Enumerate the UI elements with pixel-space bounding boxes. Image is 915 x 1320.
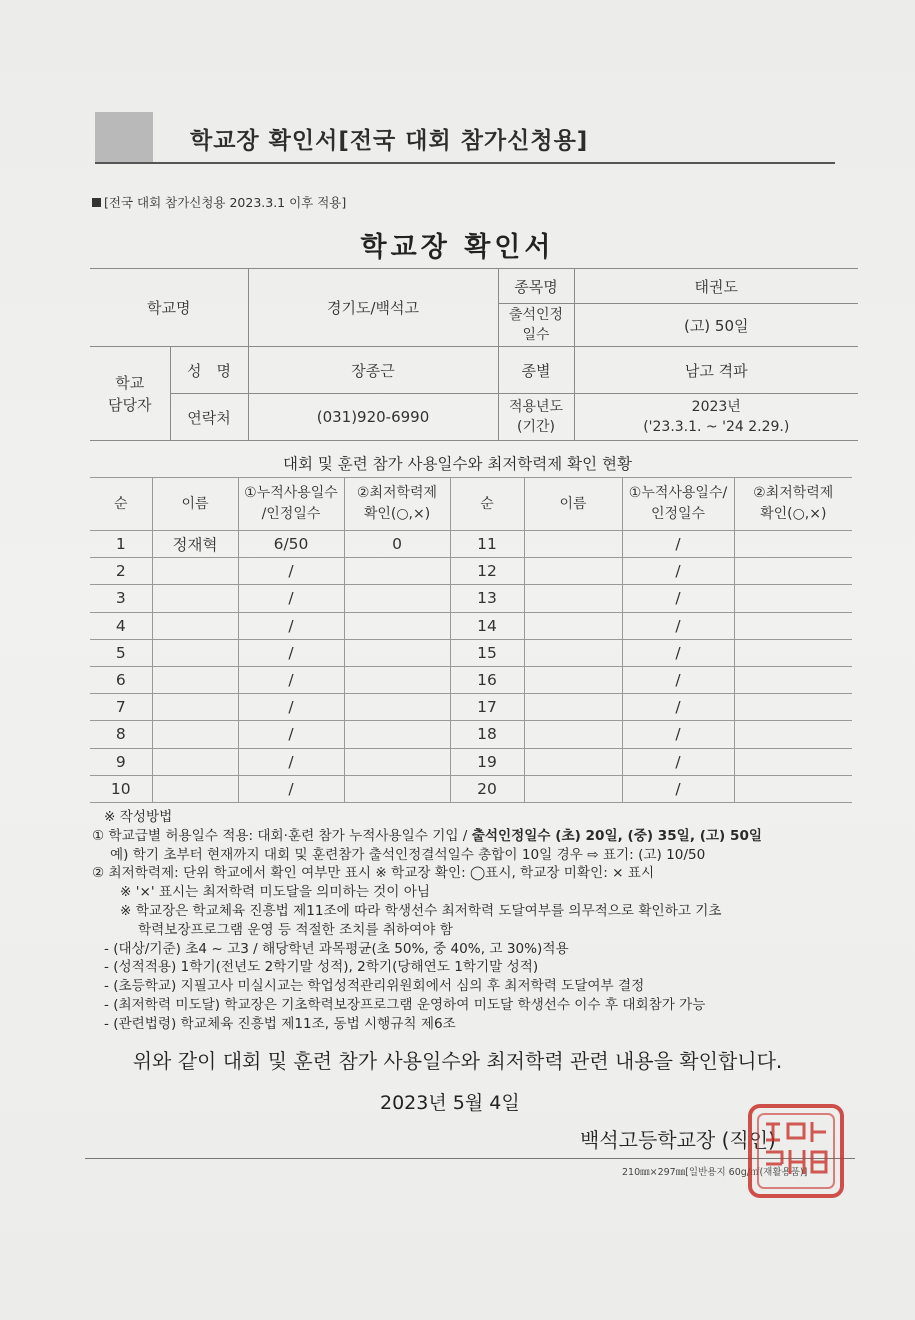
table-row (90, 585, 852, 612)
attendance-label-line2: 일수 (522, 327, 550, 343)
table-row (90, 531, 852, 558)
attendance-label (498, 304, 574, 347)
instruction-line: ※ 학교장은 학교체육 진흥법 제11조에 따라 학생선수 최저학력 도달여부를 의무적으로 확인하고 기초 (120, 902, 722, 919)
min-cell (734, 666, 852, 693)
attendance-value: (고) 50일 (574, 304, 858, 347)
header-days-right-line1: ①누적사용일수/ (628, 485, 728, 501)
header-days-left-line1: ①누적사용일수 (244, 485, 338, 501)
applicability-note-text: [전국 대회 참가신청용 2023.3.1 이후 적용] (104, 195, 347, 210)
row-number: 10 (90, 775, 152, 802)
document-title: 학교장 확인서 (360, 232, 555, 263)
row-number: 16 (450, 666, 524, 693)
student-name (152, 775, 238, 802)
min-cell (344, 694, 450, 721)
header-name-left: 이름 (152, 478, 238, 531)
min-cell (344, 721, 450, 748)
header-days-left-line2: /인정일수 (261, 506, 321, 522)
year-label (498, 394, 574, 441)
student-name (524, 666, 622, 693)
student-name (152, 585, 238, 612)
days-cell: / (622, 612, 734, 639)
usage-table (90, 477, 852, 803)
days-cell: / (238, 721, 344, 748)
days-cell: 6/50 (238, 531, 344, 558)
days-cell: / (238, 639, 344, 666)
table-row (90, 666, 852, 693)
student-name (152, 612, 238, 639)
header-min-right (734, 478, 852, 531)
min-cell (344, 775, 450, 802)
header-min-left-line2: 확인(○,×) (363, 506, 431, 522)
official-seal-icon (740, 1100, 852, 1200)
days-cell: / (622, 694, 734, 721)
min-cell (344, 585, 450, 612)
manager-label-line2: 담당자 (108, 395, 152, 414)
student-name (524, 531, 622, 558)
student-name (524, 612, 622, 639)
min-cell (734, 721, 852, 748)
instruction-line: ② 최저학력제: 단위 학교에서 확인 여부만 표시 ※ 학교장 확인: ◯표시, 학교장 미확인: × 표시 (92, 865, 655, 882)
category-value: 남고 격파 (574, 347, 858, 394)
row-number: 4 (90, 612, 152, 639)
instruction-line: 학력보장프로그램 운영 등 적절한 조치를 취하여야 함 (138, 921, 453, 938)
header-title: 학교장 확인서[전국 대회 참가신청용] (190, 128, 589, 154)
student-name (524, 748, 622, 775)
header-rule (95, 162, 835, 164)
student-name (524, 694, 622, 721)
square-bullet-icon (92, 198, 101, 207)
student-name (524, 775, 622, 802)
instruction-1-text: ① 학교급별 허용일수 적용: 대회·훈련 참가 누적사용일수 기입 / (92, 827, 472, 844)
event-label: 종목명 (498, 269, 574, 304)
name-value: 장종근 (248, 347, 498, 394)
min-cell (734, 558, 852, 585)
min-cell (734, 748, 852, 775)
paper-spec: 210㎜×297㎜[일반용지 60g/㎡(재활용품)] (622, 1167, 808, 1178)
student-name (152, 666, 238, 693)
attendance-label-line1: 출석인정 (508, 307, 564, 323)
student-name (152, 721, 238, 748)
row-number: 19 (450, 748, 524, 775)
days-cell: / (622, 585, 734, 612)
table-row (90, 558, 852, 585)
school-label: 학교명 (90, 269, 248, 347)
confirmation-statement: 위와 같이 대회 및 훈련 참가 사용일수와 최저학력 관련 내용을 확인합니다. (132, 1049, 783, 1073)
header-min-right-line2: 확인(○,×) (760, 506, 827, 522)
student-name (524, 585, 622, 612)
table-row (90, 694, 852, 721)
header-seq-left: 순 (90, 478, 152, 531)
table-row (90, 775, 852, 802)
student-name (152, 558, 238, 585)
year-value (574, 394, 858, 441)
row-number: 5 (90, 639, 152, 666)
manager-label-line1: 학교 (115, 373, 145, 392)
row-number: 18 (450, 721, 524, 748)
table-row (90, 748, 852, 775)
contact-value: (031)920-6990 (248, 394, 498, 441)
row-number: 1 (90, 531, 152, 558)
min-cell: 0 (344, 531, 450, 558)
category-label: 종별 (498, 347, 574, 394)
instruction-line: - (초등학교) 지필고사 미실시교는 학업성적관리위원회에서 심의 후 최저학력 도달여부 결정 (104, 978, 645, 995)
row-number: 12 (450, 558, 524, 585)
instruction-line: 예) 학기 초부터 현재까지 대회 및 훈련참가 출석인정결석일수 총합이 10일 경우 ⇨ 표기: (고) 10/50 (110, 846, 706, 863)
row-number: 9 (90, 748, 152, 775)
row-number: 8 (90, 721, 152, 748)
row-number: 3 (90, 585, 152, 612)
student-name: 정재혁 (152, 531, 238, 558)
table-row (90, 612, 852, 639)
instruction-line: ※ '×' 표시는 최저학력 미도달을 의미하는 것이 아님 (120, 884, 430, 901)
header-min-left-line1: ②최저학력제 (356, 485, 438, 501)
days-cell: / (238, 666, 344, 693)
student-name (524, 639, 622, 666)
min-cell (734, 639, 852, 666)
min-cell (734, 694, 852, 721)
row-number: 7 (90, 694, 152, 721)
header-min-right-line1: ②최저학력제 (753, 485, 834, 501)
name-label: 성 명 (170, 347, 248, 394)
days-cell: / (622, 639, 734, 666)
student-name (152, 639, 238, 666)
header-days-left (238, 478, 344, 531)
row-number: 6 (90, 666, 152, 693)
row-number: 20 (450, 775, 524, 802)
instruction-line: - (대상/기준) 초4 ~ 고3 / 해당학년 과목평균(초 50%, 중 40%, 고 30%)적용 (104, 940, 569, 957)
year-value-line1: 2023년 (691, 399, 741, 415)
days-cell: / (622, 558, 734, 585)
header-days-right (622, 478, 734, 531)
days-cell: / (622, 721, 734, 748)
writing-instructions (92, 808, 862, 1034)
instruction-line: - (성적적용) 1학기(전년도 2학기말 성적), 2학기(당해연도 1학기말 성적) (104, 959, 539, 976)
days-cell: / (622, 748, 734, 775)
header-seq-right: 순 (450, 478, 524, 531)
year-value-line2: ('23.3.1. ~ '24 2.29.) (643, 419, 790, 435)
row-number: 11 (450, 531, 524, 558)
days-cell: / (238, 694, 344, 721)
min-cell (734, 775, 852, 802)
row-number: 17 (450, 694, 524, 721)
year-label-line2: (기간) (517, 419, 555, 435)
applicability-note (92, 193, 346, 211)
days-cell: / (238, 585, 344, 612)
principal-signature-line: 백석고등학교장 (직인) (580, 1128, 776, 1152)
header-days-right-line2: 인정일수 (650, 506, 706, 522)
header-gray-block (95, 112, 153, 162)
days-cell: / (238, 558, 344, 585)
year-label-line1: 적용년도 (508, 399, 564, 415)
instructions-heading: ※ 작성방법 (104, 809, 173, 825)
instruction-line: - (관련법령) 학교체육 진흥법 제11조, 동법 시행규칙 제6조 (104, 1015, 456, 1032)
student-name (152, 694, 238, 721)
student-name (152, 748, 238, 775)
header-name-right: 이름 (524, 478, 622, 531)
row-number: 13 (450, 585, 524, 612)
min-cell (344, 748, 450, 775)
info-table (90, 268, 858, 441)
days-cell: / (238, 612, 344, 639)
row-number: 14 (450, 612, 524, 639)
min-cell (344, 666, 450, 693)
issue-date: 2023년 5월 4일 (380, 1092, 520, 1114)
days-cell: / (622, 666, 734, 693)
row-number: 2 (90, 558, 152, 585)
contact-label: 연락처 (170, 394, 248, 441)
header-min-left (344, 478, 450, 531)
usage-caption: 대회 및 훈련 참가 사용일수와 최저학력제 확인 현황 (283, 455, 632, 473)
min-cell (344, 612, 450, 639)
table-row (90, 639, 852, 666)
instruction-line: - (최저학력 미도달) 학교장은 기초학력보장프로그램 운영하여 미도달 학생선수 이수 후 대회참가 가능 (104, 996, 706, 1013)
days-cell: / (238, 775, 344, 802)
row-number: 15 (450, 639, 524, 666)
min-cell (734, 585, 852, 612)
min-cell (344, 558, 450, 585)
days-cell: / (622, 531, 734, 558)
min-cell (344, 639, 450, 666)
min-cell (734, 531, 852, 558)
min-cell (734, 612, 852, 639)
days-cell: / (238, 748, 344, 775)
instruction-1-bold: 출석인정일수 (초) 20일, (중) 35일, (고) 50일 (471, 827, 763, 844)
manager-label (90, 347, 170, 441)
instruction-line (92, 827, 862, 846)
school-value: 경기도/백석고 (248, 269, 498, 347)
days-cell: / (622, 775, 734, 802)
event-value: 태권도 (574, 269, 858, 304)
student-name (524, 558, 622, 585)
table-row (90, 721, 852, 748)
student-name (524, 721, 622, 748)
